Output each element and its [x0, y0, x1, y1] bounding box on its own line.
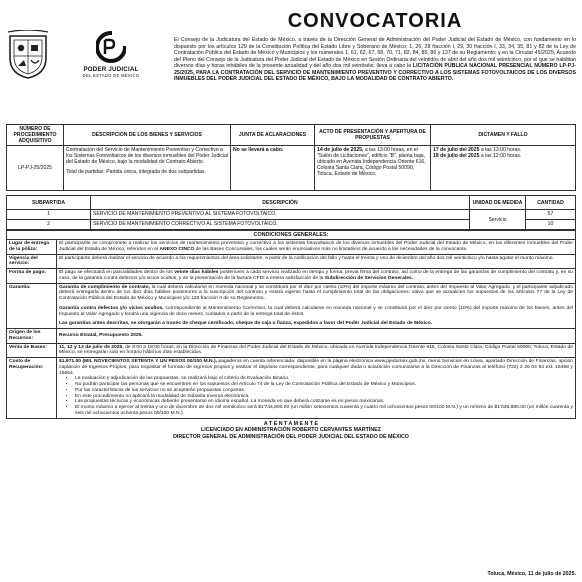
list-item: • Las propuestas técnicas y económicas deberán presentarse en idioma español. La moneda en que deberá cotizarse es en pesos mexicanos. [75, 399, 573, 405]
lugar-text-a: El participante se compromete a realizar los servicios de mantenimiento preventivo y correctivo a los sistemas fotovoltaicos de los diversos inmuebles del Poder Judicial del Estado de México, en los diferentes inmuebles del Poder Judicial del Estado de México, referidos en el [59, 241, 573, 252]
header-numero: NÚMERO DE PROCEDIMIENTO ADQUISITIVO [7, 125, 64, 146]
conditions-table [6, 239, 576, 419]
garantia-forma: Las garantías antes descritas, se otorgarán a través de cheque certificado, cheque de caja o fianza, expedidos a favor del Poder Judicial del Estado de México. [59, 321, 433, 327]
garantia-vicios [59, 306, 573, 318]
venta-text [57, 343, 576, 358]
dictamen-date: 17 de julio del 2025 [433, 147, 480, 153]
description-text: Contratación del Servicio de Mantenimiento Preventivo y Correctivo a los Sistemas Fotovoltaicos de los diversos inmuebles del Poder Judicial del Estado de México, bajo la modalidad de Contrato Abierto. [66, 147, 228, 165]
garantia-cumplimiento-title: Garantía de cumplimiento de contrato, [59, 284, 151, 290]
header-unidad: UNIDAD DE MEDIDA [470, 196, 526, 210]
description-total: Total de partidas: Partida única, integrada de dos subpartidas. [66, 169, 206, 175]
list-item: • No podrán participar las personas que se encuentren en los supuestos del Artículo 74 de la Ley de Contratación Pública del Estado de México y Municipios. [75, 382, 573, 388]
procedure-table [6, 124, 576, 191]
pj-logo [66, 30, 156, 78]
forma-text-a: El pago se efectuará en parcialidades dentro de los [59, 270, 173, 275]
header-acto: ACTO DE PRESENTACIÓN Y APERTURA DE PROPUESTAS [315, 125, 431, 146]
signer-position: DIRECTOR GENERAL DE ADMINISTRACIÓN DEL PODER JUDICIAL DEL ESTADO DE MÉXICO [173, 433, 409, 440]
subpartida-qty: 57 [526, 210, 576, 220]
atentamente: A T E N T A M E N T E [263, 420, 319, 427]
lugar-text [57, 240, 576, 255]
signer-name: LICENCIADO EN ADMINISTRACIÓN ROBERTO CERVANTES MARTÍNEZ [201, 427, 381, 433]
header-cantidad: CANTIDAD [526, 196, 576, 210]
costo-label: Costo de Recuperación: [7, 358, 57, 419]
org-sub: DEL ESTADO DE MÉXICO [82, 73, 140, 78]
fallo-time: a las 12:00 horas. [480, 153, 522, 159]
list-item: • Por las características de los servicios no se aceptarán propuestas conjuntas. [75, 388, 573, 394]
origen-label: Origen de los Recursos: [7, 329, 57, 344]
dictamen-time: a las 13:00 horas. [480, 147, 522, 153]
lugar-label: Lugar de entrega de la póliza: [7, 240, 57, 255]
origen-text: Recurso Estatal, Presupuesto 2025. [57, 329, 576, 344]
list-item: • La evaluación y adjudicación de las propuestas, se realizará bajo el criterio de Evaluación Binario. [75, 376, 573, 382]
garantia-cumplimiento [59, 285, 573, 302]
costo-paragraph [59, 359, 573, 376]
subpartida-qty: 10 [526, 220, 576, 230]
garantia-vicios-title: Garantía contra defectos y/o vicios ocultos, [59, 305, 164, 311]
conditions-bullets [59, 376, 573, 416]
header [6, 4, 576, 124]
fallo-date: 18 de julio del 2025 [433, 153, 480, 159]
list-item: • El monto máximo a ejercer al treinta y uno de diciembre de dos mil veinticinco será $1'744,800.00 (un millón setecientos cuarenta y cuatro mil ochocientos pesos 00/100 M.N.) y un mínimo de $1'046,880.00 (un millón cuarenta y seis mil ochocientos ochenta pesos 00/100 M.N.). [75, 405, 573, 417]
forma-label: Forma de pago: [7, 269, 57, 284]
org-name: PODER JUDICIAL [83, 66, 139, 73]
conditions-title: CONDICIONES GENERALES: [6, 230, 576, 239]
venta-label: Venta de Bases: [7, 343, 57, 358]
header-junta: JUNTA DE ACLARACIONES [231, 125, 315, 146]
forma-text-d: Subdirección de Servicios Generales. [324, 275, 414, 281]
costo-text [57, 358, 576, 419]
forma-text-b: veinte días hábiles [174, 270, 219, 275]
intro-text: El Consejo de la Judicatura del Estado de México, a través de la Dirección General de Administración del Poder Judicial del Estado de México, con fundamento en lo dispuesto por los artículos 129 de la Constitución Política del Estado Libre y Soberano de México; 1, 26, 28 fracción I, 29, 30 fracción I, 33, 34, 35, 81 y 82 de la Ley de Contratación Pública del Estado de México y Municipios y los numerales 1, 61, 62, 67, 68, 70, 71, 82, 84, 85, 86 y 137 de su Reglamento; y en la Circular 45/2025, Acuerdo del Pleno del Consejo de la Judicatura del Poder Judicial del Estado de México en Sesión Ordinaria del veintidós de abril del año dos mil veinticinco, por el que se habilitan diversos días y horas inhábiles de la presente anualidad y del año dos mil veintiséis; lleva a cabo la [174, 37, 576, 69]
garantia-label: Garantía: [7, 283, 57, 329]
venta-dates: 11, 12 y 13 de julio de 2025, [59, 344, 124, 350]
intro-bold-text: LICITACIÓN PÚBLICA NACIONAL PRESENCIAL NÚMERO LP-PJ-25/2025, PARA LA CONTRATACIÓN DEL SERVICIO DE MANTENIMIENTO PREVENTIVO Y CORRECTIVO A LOS SISTEMAS FOTOVOLTAICOS DE LOS DIVERSOS INMUEBLES DEL PODER JUDICIAL DEL ESTADO DE MÉXICO, BAJO LA MODALIDAD DE CONTRATO ABIERTO. [174, 63, 576, 82]
subpartida-desc: SERVICIO DE MANTENIMIENTO CORRECTIVO AL SISTEMA FOTOVOLTAICO. [91, 220, 470, 230]
fallo-line [433, 153, 573, 159]
logos [6, 4, 170, 124]
signature-block [6, 421, 576, 441]
header-subpartida: SUBPARTIDA [7, 196, 91, 210]
lugar-text-b: ANEXO CINCO [159, 246, 195, 252]
header-desc: DESCRIPCIÓN [91, 196, 470, 210]
header-descripcion: DESCRIPCIÓN DE LOS BIENES Y SERVICIOS [64, 125, 231, 146]
subpartida-num: 1 [7, 210, 91, 220]
header-text [170, 4, 576, 124]
junta-value: No se llevará a cabo. [231, 146, 315, 191]
acto-text: a las 13:00 horas, en el "Salón de Licitaciones", edificio "B", planta baja, ubicado en Avenida Independencia Oriente 616, Colonia Santa Clara, Código Postal 50090, Toluca, Estado de México. [317, 147, 426, 177]
header-dictamen: DICTAMEN Y FALLO [431, 125, 576, 146]
subpartida-desc: SERVICIO DE MANTENIMIENTO PREVENTIVO AL SISTEMA FOTOVOLTAICO. [91, 210, 470, 220]
procedure-description [64, 146, 231, 191]
garantia-cumplimiento-text: la cual deberá calcularse en moneda nacional y se constituirá por el diez por ciento (10%) del importe máximo del contrato, antes del Impuesto al Valor Agregado, y el participante adjudicado deberá entregarla dentro de los diez días hábiles posteriores a la suscripción del contrato y estará vigente hasta el cumplimiento total de las obligaciones; salvo que se actualicen los supuestos de los artículos 77 de la Ley de Contratación Pública del Estado de México y Municipios y/o 128 fracción II de su Reglamento. [59, 284, 574, 301]
acto-date: 14 de julio de 2025, [317, 147, 364, 153]
procedure-number: LP-PJ-25/2025 [7, 146, 64, 191]
garantia-vicios-text: correspondiente al Mantenimiento Correctivo, la cual deberá calcularse en moneda nacional y se constituirá por el diez por ciento (10%) del importe máximo de los bienes, antes del Impuesto al Valor Agregado y tendrá una vigencia de doce meses, contados a partir de la entrega total de éstos. [59, 305, 573, 317]
list-item: • En este procedimiento no aplicará la modalidad de Subasta Inversa electrónica. [75, 394, 573, 400]
dictamen-value [431, 146, 576, 191]
poder-judicial-logo-icon [96, 30, 126, 64]
vigencia-label: Vigencia del servicio: [7, 254, 57, 269]
forma-text-c: posteriores a cada servicio realizado en tiempo y forma, previa firma del contrato, así como de la entrega de las garantías de cumplimiento del contrato y, en su caso, de la garantía contra defectos y/o vicios ocultos, y de la presentación de la factura CFDI a entera satisfacción de la [59, 270, 573, 281]
costo-detail: pagaderos en cuenta referenciada, disponible en la página electrónica www.pjedomex.gob.mx, menú Servicios en Línea, apartado Dirección de Finanzas, opción captación de Ingresos Propios, para requisitar el formato de ingresos propios y realizar el depósito correspondiente, para cualquier duda o aclaración comunicarse a la Dirección de Finanzas al teléfono (722) 2 26 04 94 ext. 15498 y 16654. [59, 359, 574, 376]
document-date: Toluca, México, 11 de julio de 2025. [487, 571, 576, 577]
lugar-text-c: de las Bases Concursales, los cuales serán enunciativos más no limitativos de acuerdo a las necesidades de la convocante. [195, 246, 468, 252]
forma-text [57, 269, 576, 284]
costo-amount: $1,971.00 (MIL NOVECIENTOS SETENTA Y UN PESOS 00/100 M.N.), [59, 359, 217, 364]
garantia-text [57, 283, 576, 329]
subpartida-num: 2 [7, 220, 91, 230]
intro-paragraph [174, 37, 576, 83]
subpartida-table [6, 195, 576, 230]
unit-value: Servicio [470, 210, 526, 230]
state-seal-icon [6, 30, 50, 80]
acto-value [315, 146, 431, 191]
vigencia-text: El participante deberá realizar el servicio de acuerdo a los requerimientos del área solicitante, a partir de la notificación del fallo y hasta el treinta y uno de diciembre del año dos mil veinticinco y/o hasta agotar el monto máximo. [57, 254, 576, 269]
page-title: CONVOCATORIA [287, 10, 463, 32]
venta-detail: de 9:00 a 18:00 horas, en la Dirección de Finanzas del Poder Judicial del Estado de México, ubicada en Avenida Independencia Oriente 616, Colonia Santa Clara, Código Postal 50090, Toluca, Estado de México, se entregarán solo en horario hábil los días establecidos. [59, 344, 574, 356]
table-row [7, 210, 576, 220]
